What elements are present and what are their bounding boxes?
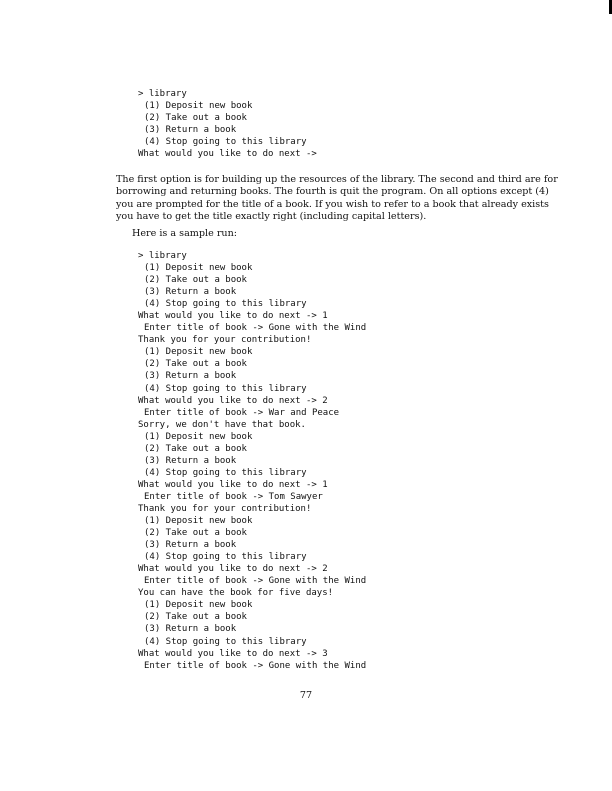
code-line: You can have the book for five days!	[138, 588, 334, 599]
code-line: > library	[138, 251, 187, 261]
code-line: Enter title of book -> Gone with the Wind	[144, 576, 367, 587]
code-line: (1) Deposit new book	[144, 600, 253, 611]
code-line: What would you like to do next -> 2	[138, 395, 328, 406]
paragraph-line: The first option is for building up the resources of the library. The second and third are for	[116, 174, 558, 185]
code-line: (2) Take out a book	[144, 359, 247, 370]
code-line: What would you like to do next ->	[138, 149, 317, 160]
code-line: Enter title of book -> Gone with the Wind	[144, 323, 367, 334]
code-line: (3) Return a book	[144, 624, 237, 635]
code-line: (1) Deposit new book	[144, 516, 253, 527]
code-line: (4) Stop going to this library	[144, 299, 307, 310]
code-line: (1) Deposit new book	[144, 263, 253, 274]
code-line: Enter title of book -> War and Peace	[144, 407, 340, 418]
body-paragraph	[116, 174, 558, 223]
code-line: (4) Stop going to this library	[144, 383, 307, 394]
code-listing-sample-run	[138, 250, 366, 672]
code-line: (2) Take out a book	[144, 612, 247, 623]
paragraph-line: you are prompted for the title of a book. If you wish to refer to a book that already exists	[116, 198, 549, 210]
code-line: What would you like to do next -> 1	[138, 479, 328, 490]
code-line: (3) Return a book	[144, 371, 237, 382]
code-line: (1) Deposit new book	[144, 101, 253, 112]
code-line: What would you like to do next -> 2	[138, 564, 328, 575]
code-line: Enter title of book -> Tom Sawyer	[144, 491, 323, 502]
code-line: (4) Stop going to this library	[144, 552, 307, 563]
code-line: (4) Stop going to this library	[144, 467, 307, 478]
code-line: > library	[138, 89, 187, 99]
code-line: (4) Stop going to this library	[144, 137, 307, 148]
paragraph-line: borrowing and returning books. The fourth is quit the program. On all options except (4)	[116, 186, 549, 198]
code-line: (1) Deposit new book	[144, 347, 253, 358]
code-line: What would you like to do next -> 1	[138, 311, 328, 322]
code-line: (2) Take out a book	[144, 528, 247, 539]
code-line: Thank you for your contribution!	[138, 335, 312, 346]
code-line: (3) Return a book	[144, 287, 237, 298]
code-line: (3) Return a book	[144, 125, 237, 136]
code-listing-menu	[138, 88, 317, 160]
code-line: Enter title of book -> Gone with the Wind	[144, 660, 367, 671]
code-line: (2) Take out a book	[144, 113, 247, 124]
code-line: (3) Return a book	[144, 540, 237, 551]
code-line: (3) Return a book	[144, 455, 237, 466]
paragraph-line: you have to get the title exactly right (including capital letters).	[116, 210, 427, 222]
code-line: (4) Stop going to this library	[144, 636, 307, 647]
code-line: Sorry, we don't have that book.	[138, 419, 306, 430]
page-number: 77	[299, 690, 313, 701]
code-line: (2) Take out a book	[144, 275, 247, 286]
code-line: What would you like to do next -> 3	[138, 648, 328, 659]
sample-run-intro: Here is a sample run:	[132, 228, 238, 239]
code-line: (2) Take out a book	[144, 443, 247, 454]
code-line: (1) Deposit new book	[144, 431, 253, 442]
code-line: Thank you for your contribution!	[138, 503, 312, 514]
